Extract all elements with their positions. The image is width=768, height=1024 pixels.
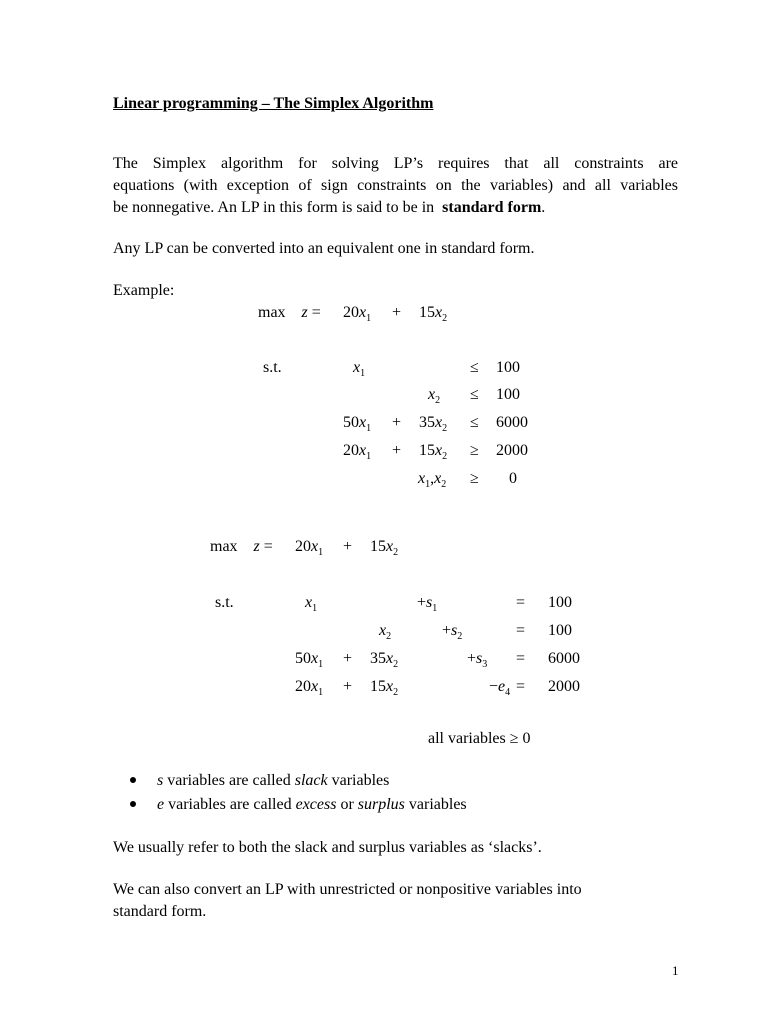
sub: 2 <box>457 631 463 642</box>
le-sign: ≤ <box>470 359 479 376</box>
sub: 1 <box>312 603 318 614</box>
unrestricted-line-1: We can also convert an LP with unrestricted or nonpositive variables into <box>113 881 582 898</box>
bullet-text: or <box>336 796 358 813</box>
intro-line-3-text: be nonnegative. An LP in this form is said to be in <box>113 199 435 216</box>
coef: 15 <box>419 442 435 459</box>
intro-line-3 <box>113 197 678 219</box>
plus-sign: + <box>343 650 353 667</box>
sub: 1 <box>318 547 324 558</box>
sub: 2 <box>393 659 399 670</box>
sub: 1 <box>425 479 431 490</box>
lp1-r1-x1 <box>353 358 365 379</box>
plus-sign: + <box>467 650 477 667</box>
coef: 50 <box>295 650 311 667</box>
st-label: s.t. <box>263 359 282 376</box>
sub: 2 <box>393 687 399 698</box>
coef: 20 <box>295 678 311 695</box>
plus-sign: + <box>343 678 353 695</box>
convert-sentence: Any LP can be converted into an equivalent one in standard form. <box>113 240 535 257</box>
bullet-excess <box>157 795 467 816</box>
sub: 2 <box>441 479 447 490</box>
sub: 2 <box>442 451 448 462</box>
lp2-r3-rhs: 6000 <box>548 650 580 667</box>
x-var: x <box>386 678 394 695</box>
sub: 2 <box>442 313 448 324</box>
x-var: x <box>386 650 394 667</box>
lp2-r4-rhs: 2000 <box>548 678 580 695</box>
sub: 1 <box>432 603 438 614</box>
x-var: x <box>434 470 442 487</box>
intro-period: . <box>541 199 546 216</box>
x-var: x <box>428 386 436 403</box>
bullet-text: variables <box>327 772 390 789</box>
surplus-term: surplus <box>357 796 405 813</box>
coef: 15 <box>370 678 386 695</box>
eq-sign: = <box>311 304 321 321</box>
eq-sign: = <box>516 594 526 611</box>
lp1-r3-rhs: 6000 <box>496 414 528 431</box>
standard-form-term: standard form <box>442 199 542 216</box>
lp2-r4-term2 <box>370 677 398 698</box>
lp2-r2-x2 <box>379 621 391 642</box>
intro-line-1: The Simplex algorithm for solving LP’s requires that all constraints are <box>113 155 678 172</box>
unrestricted-line-2: standard form. <box>113 903 207 920</box>
ge-sign: ≥ <box>470 442 479 459</box>
x-var: x <box>418 470 426 487</box>
lp2-objective <box>210 537 273 558</box>
max-label: max <box>258 304 286 321</box>
x-var: x <box>311 678 319 695</box>
comma: , <box>430 470 435 487</box>
slacks-sentence: We usually refer to both the slack and surplus variables as ‘slacks’. <box>113 839 542 856</box>
x-var: x <box>379 622 387 639</box>
plus-sign: + <box>392 304 402 321</box>
lp1-r4-term2 <box>419 441 447 462</box>
sub: 1 <box>366 313 372 324</box>
lp1-r3-term1 <box>343 413 371 434</box>
x-var: x <box>353 359 361 376</box>
minus-sign: − <box>489 678 499 695</box>
lp1-r2-x2 <box>428 385 440 406</box>
lp1-objective <box>258 303 321 324</box>
e-var: e <box>498 678 506 695</box>
sub: 2 <box>386 631 392 642</box>
coef: 50 <box>343 414 359 431</box>
sub: 2 <box>442 423 448 434</box>
plus-sign: + <box>417 594 427 611</box>
lp2-r2-rhs: 100 <box>548 622 572 639</box>
le-sign: ≤ <box>470 386 479 403</box>
plus-sign: + <box>442 622 452 639</box>
s-var: s <box>451 622 458 639</box>
eq-sign: = <box>263 538 273 555</box>
coef: 35 <box>370 650 386 667</box>
x-var: x <box>359 442 367 459</box>
s-var: s <box>476 650 483 667</box>
lp1-r4-term1 <box>343 441 371 462</box>
x-var: x <box>386 538 394 555</box>
s-var: s <box>426 594 433 611</box>
st-label: s.t. <box>215 594 234 611</box>
page-number: 1 <box>672 963 679 978</box>
lp1-obj-term1 <box>343 303 371 324</box>
lp1-r1-rhs: 100 <box>496 359 520 376</box>
coef: 20 <box>343 442 359 459</box>
lp2-r1-x1 <box>305 593 317 614</box>
sub: 2 <box>393 547 399 558</box>
lp2-r3-term1 <box>295 649 323 670</box>
x-var: x <box>435 442 443 459</box>
lp2-r4-e4 <box>489 677 510 698</box>
intro-line-2: equations (with exception of sign constraints on the variables) and all variables <box>113 177 678 194</box>
le-sign: ≤ <box>470 414 479 431</box>
x-var: x <box>359 304 367 321</box>
x-var: x <box>435 304 443 321</box>
e-var: e <box>157 796 165 813</box>
slack-term: slack <box>294 772 328 789</box>
lp1-r3-term2 <box>419 413 447 434</box>
sub: 1 <box>366 451 372 462</box>
intro-paragraph <box>113 153 678 219</box>
bullet-dot <box>130 777 136 783</box>
x-var: x <box>305 594 313 611</box>
plus-sign: + <box>392 442 402 459</box>
x-var: x <box>435 414 443 431</box>
lp2-r1-s1 <box>417 593 437 614</box>
lp1-r5-rhs: 0 <box>509 470 517 487</box>
z-var: z <box>253 538 260 555</box>
lp2-r3-term2 <box>370 649 398 670</box>
example-label: Example: <box>113 282 175 299</box>
sub: 1 <box>366 423 372 434</box>
lp2-obj-term1 <box>295 537 323 558</box>
coef: 35 <box>419 414 435 431</box>
eq-sign: = <box>516 622 526 639</box>
bullet-text: variables <box>404 796 467 813</box>
ge-sign: ≥ <box>470 470 479 487</box>
plus-sign: + <box>343 538 353 555</box>
sub: 4 <box>505 687 511 698</box>
page-title: Linear programming – The Simplex Algorithm <box>113 95 434 112</box>
max-label: max <box>210 538 238 555</box>
x-var: x <box>311 538 319 555</box>
x-var: x <box>311 650 319 667</box>
lp2-obj-term2 <box>370 537 398 558</box>
z-var: z <box>301 304 308 321</box>
lp1-r2-rhs: 100 <box>496 386 520 403</box>
lp2-r3-s3 <box>467 649 487 670</box>
excess-term: excess <box>295 796 337 813</box>
bullet-text: variables are called <box>164 796 296 813</box>
coef: 15 <box>419 304 435 321</box>
sub: 1 <box>318 687 324 698</box>
sub: 2 <box>435 395 441 406</box>
lp1-r4-rhs: 2000 <box>496 442 528 459</box>
coef: 20 <box>343 304 359 321</box>
sub: 1 <box>360 368 366 379</box>
lp2-r4-term1 <box>295 677 323 698</box>
all-variables-nonnegative: all variables ≥ 0 <box>428 730 531 747</box>
lp1-obj-term2 <box>419 303 447 324</box>
lp2-r1-rhs: 100 <box>548 594 572 611</box>
s-var: s <box>157 772 164 789</box>
bullet-text: variables are called <box>163 772 295 789</box>
sub: 1 <box>318 659 324 670</box>
bullet-dot <box>130 801 136 807</box>
lp1-r5-vars <box>418 469 446 490</box>
sub: 3 <box>482 659 488 670</box>
eq-sign: = <box>516 650 526 667</box>
coef: 20 <box>295 538 311 555</box>
bullet-slack <box>157 771 389 792</box>
eq-sign: = <box>516 678 526 695</box>
lp2-r2-s2 <box>442 621 462 642</box>
plus-sign: + <box>392 414 402 431</box>
coef: 15 <box>370 538 386 555</box>
x-var: x <box>359 414 367 431</box>
